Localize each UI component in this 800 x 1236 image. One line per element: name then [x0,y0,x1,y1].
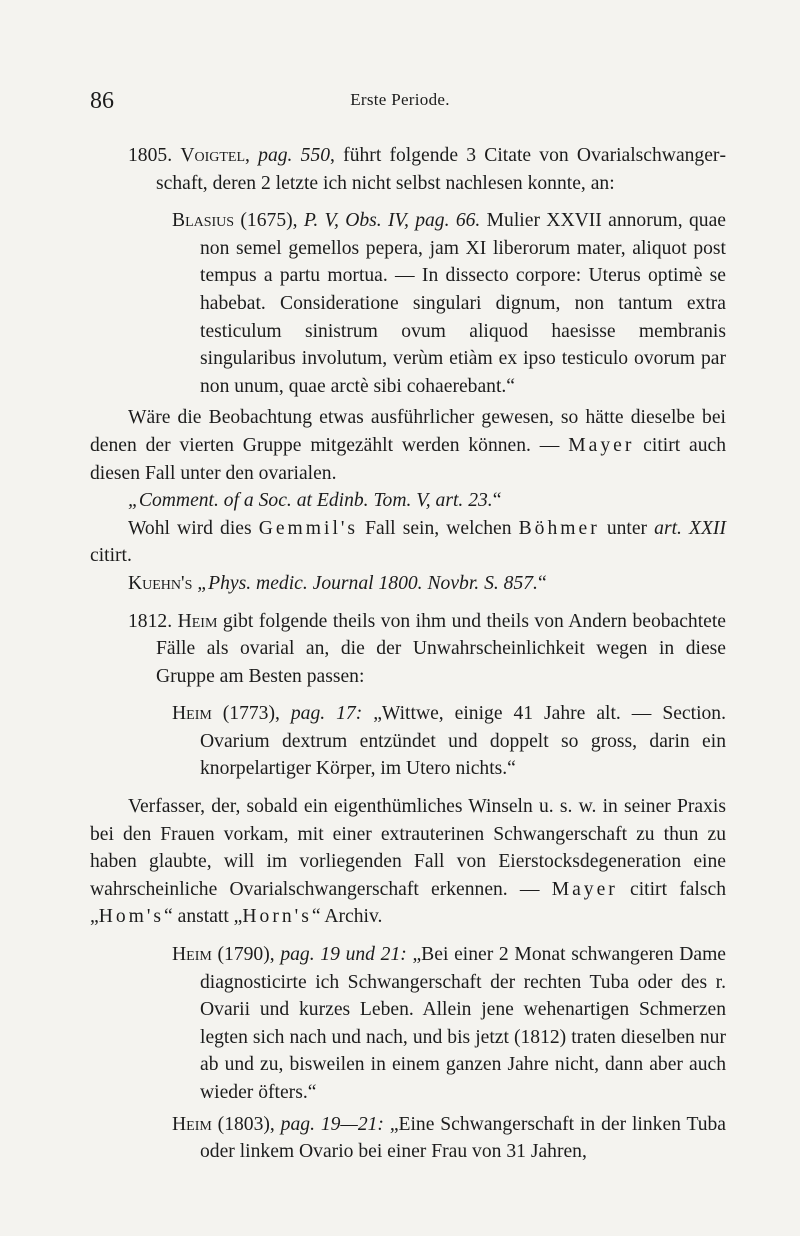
text-run: “ Archiv. [311,906,383,928]
citation-text: pag. 550 [258,145,331,166]
citation-text: P. V, Obs. IV, pag. 66. [303,210,481,232]
text-run: Mulier XXVII annorum, quae non semel gemellos pepera, jam XI liberorum mater, aliquot post tempus a partu mortua. — In dissecto corpore: Uterus optimè se habebat. Consideratione singulari dignum, non tantum extra testiculum sinistrum ovum aliquod haesisse membranis singularibus involutum, verùm etiàm ex ipso testiculo ovorum par non unum, quae arctè sibi cohaerebant.“ [200,210,726,397]
author-name: Heim [172,944,212,966]
quote-heim-1790 [90,941,726,1107]
page-body [90,142,726,1166]
author-name: Heim [172,703,212,725]
spaced-name: Hom's [98,906,165,928]
author-name: Blasius [172,210,235,232]
spaced-name: Horn's [242,906,312,928]
text-run: „Eine Schwangerschaft in der linken Tuba oder linkem Ovario bei einer Frau von 31 Jahren, [200,1113,727,1163]
text-run: (1803), [211,1113,281,1135]
text-run: Wäre die Beobachtung etwas ausführlicher gewesen, so hätte dieselbe bei denen der vierten Gruppe mitgezählt werden können. — [90,407,726,456]
text-run: citirt auch diesen Fall unter den ovarialen. [90,434,727,484]
text-run: “ [537,572,547,594]
citation-text: pag. 17: [290,703,363,725]
text-run: Wohl wird dies [128,517,259,539]
citation-edinburgh [90,487,726,515]
citation-text: „Phys. medic. Journal 1800. Novbr. S. 857. [197,572,538,594]
text-run: Verfasser, der, sobald ein eigenthümliches Winseln u. s. w. in seiner Praxis bei den Frauen vorkam, mit einer extrauterinen Schwangerschaft zu thun zu haben glaubte, will im vorliegenden Fall von Eierstocksdegeneration eine wahrscheinliche Ovarialschwangerschaft erkennen. — [90,796,726,900]
text-run: 1812. [128,610,178,632]
text-run: (1773), [211,703,291,725]
text-run: Fall sein, welchen [358,517,519,539]
text-run: citirt falsch „ [90,878,726,928]
text-run: gibt folgende theils von ihm und theils von Andern beobachtete Fälle als ovarial an, die der Unwahrscheinlichkeit wegen in diese Gruppe am Besten passen: [156,610,727,687]
page-number: 86 [90,88,114,114]
text-run: (1790), [211,944,281,966]
author-name: Heim [172,1113,212,1135]
paragraph-voigtel [90,142,726,197]
text-run: (1675), [234,210,304,232]
quote-heim-1803 [90,1111,726,1166]
text-run: „Wittwe, einige 41 Jahre alt. — Section. Ovarium dextrum entzündet und doppelt so gross, darin ein knorpelartiger Körper, im Utero nichts.“ [200,703,727,780]
author-name: Voigtel [180,145,246,166]
spaced-name: Böhmer [518,517,600,539]
quote-heim-1773 [90,700,726,783]
paragraph-heim-1812 [90,608,726,691]
paragraph-commentary-heim [90,793,726,931]
running-head: Erste Periode. [350,90,450,109]
author-name: Kuehn's [128,572,193,594]
citation-text: pag. 19 und 21: [280,944,407,966]
citation-text: art. XXII [654,517,726,539]
text-run: unter [599,517,655,539]
paragraph-commentary-blasius [90,404,726,487]
spaced-name: Mayer [568,434,635,456]
author-name: Heim [177,610,218,632]
page-header [0,88,800,118]
paragraph-gemmil [90,515,726,570]
spaced-name: Gemmil's [258,517,359,539]
citation-kuehn [90,570,726,598]
text-run: “ [492,490,502,512]
text-run: “ anstatt „ [164,906,243,928]
quote-blasius [90,207,726,400]
text-run: , führt folgende 3 Citate von Ovarialschwangerschaft, deren 2 letzte ich nicht selbst nachlesen konnte, an: [156,145,726,194]
text-run: „Bei einer 2 Monat schwangeren Dame diagnosticirte ich Schwangerschaft der rechten Tuba oder des r. Ovarii und kurzes Leben. Allein jene wehenartigen Schmerzen legten sich nach und nach, und bis jetzt (1812) traten dieselben nur ab und zu, bisweilen in einem ganzen Jahre nicht, dann aber auch wieder öfters.“ [200,944,727,1103]
text-run: 1805. [128,145,181,166]
spaced-name: Mayer [551,878,618,900]
citation-text: „Comment. of a Soc. at Edinb. Tom. V, art. 23. [128,490,493,512]
text-run: citirt. [90,545,132,567]
text-run: , [245,145,259,166]
citation-text: pag. 19—21: [280,1113,384,1135]
